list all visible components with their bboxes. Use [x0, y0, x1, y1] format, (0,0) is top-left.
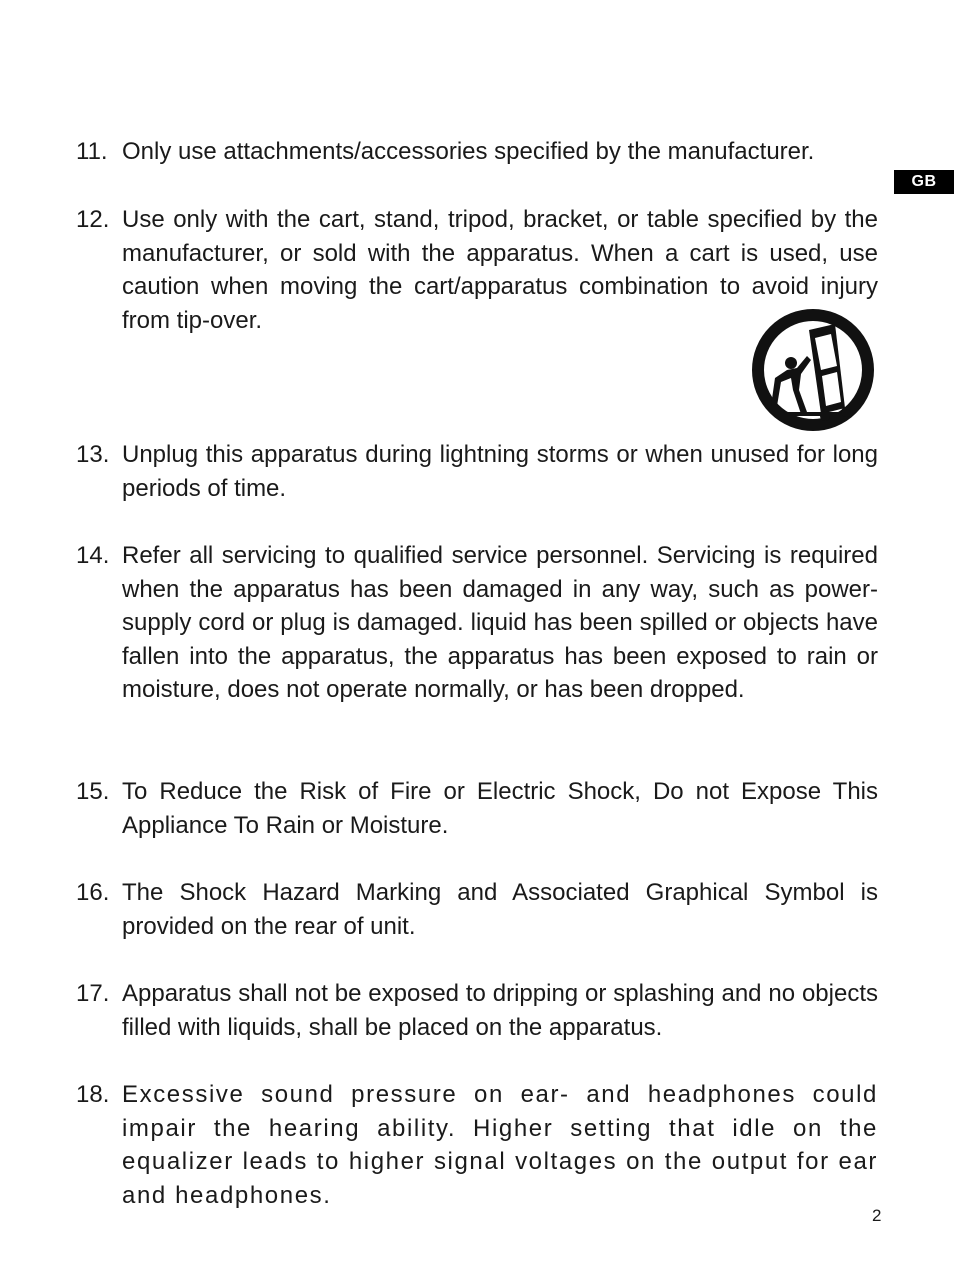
item-text: Apparatus shall not be exposed to dripping or splashing and no objects filled with liquids, shall be placed on the apparatus. — [122, 980, 878, 1041]
item-number: 13. — [76, 441, 110, 468]
item-number: 14. — [76, 542, 110, 569]
item-text: To Reduce the Risk of Fire or Electric Shock, Do not Expose This Appliance To Rain or Moisture. — [122, 778, 878, 839]
item-text: Only use attachments/accessories specified by the manufacturer. — [122, 138, 815, 165]
item-number: 16. — [76, 879, 110, 906]
item-number: 18. — [76, 1081, 110, 1108]
item-number: 11. — [76, 138, 108, 165]
item-number: 15. — [76, 778, 110, 805]
item-text: The Shock Hazard Marking and Associated Graphical Symbol is provided on the rear of unit. — [122, 879, 878, 940]
instruction-item-15 — [76, 775, 878, 842]
language-tab-gb: GB — [894, 170, 954, 194]
item-text: Refer all servicing to qualified service personnel. Servicing is required when the apparatus has been damaged in any way, such as power-supply cord or plug is damaged. liquid has been spilled or objects have fallen into the apparatus, the apparatus has been exposed to rain or moisture, does not operate normally, or has been dropped. — [122, 542, 878, 704]
item-text: Unplug this apparatus during lightning storms or when unused for long periods of time. — [122, 441, 878, 502]
instruction-item-18 — [76, 1078, 878, 1212]
page-number: 2 — [872, 1206, 882, 1225]
item-text: Use only with the cart, stand, tripod, bracket, or table specified by the manufacturer, or sold with the apparatus. When a cart is used, use caution when moving the cart/apparatus combination to avoid injury from tip-over. — [122, 206, 878, 334]
instruction-item-17 — [76, 977, 878, 1044]
cart-tip-over-warning-icon — [751, 308, 875, 432]
item-text: Excessive sound pressure on ear- and headphones could impair the hearing ability. Higher setting that idle on the equalizer leads to higher signal voltages on the output for ear and headphones. — [122, 1081, 878, 1209]
instruction-item-14 — [76, 539, 878, 707]
item-number: 17. — [76, 980, 110, 1007]
instruction-item-13 — [76, 438, 878, 505]
instruction-item-11 — [76, 135, 878, 169]
item-number: 12. — [76, 206, 110, 233]
instruction-item-16 — [76, 876, 878, 943]
